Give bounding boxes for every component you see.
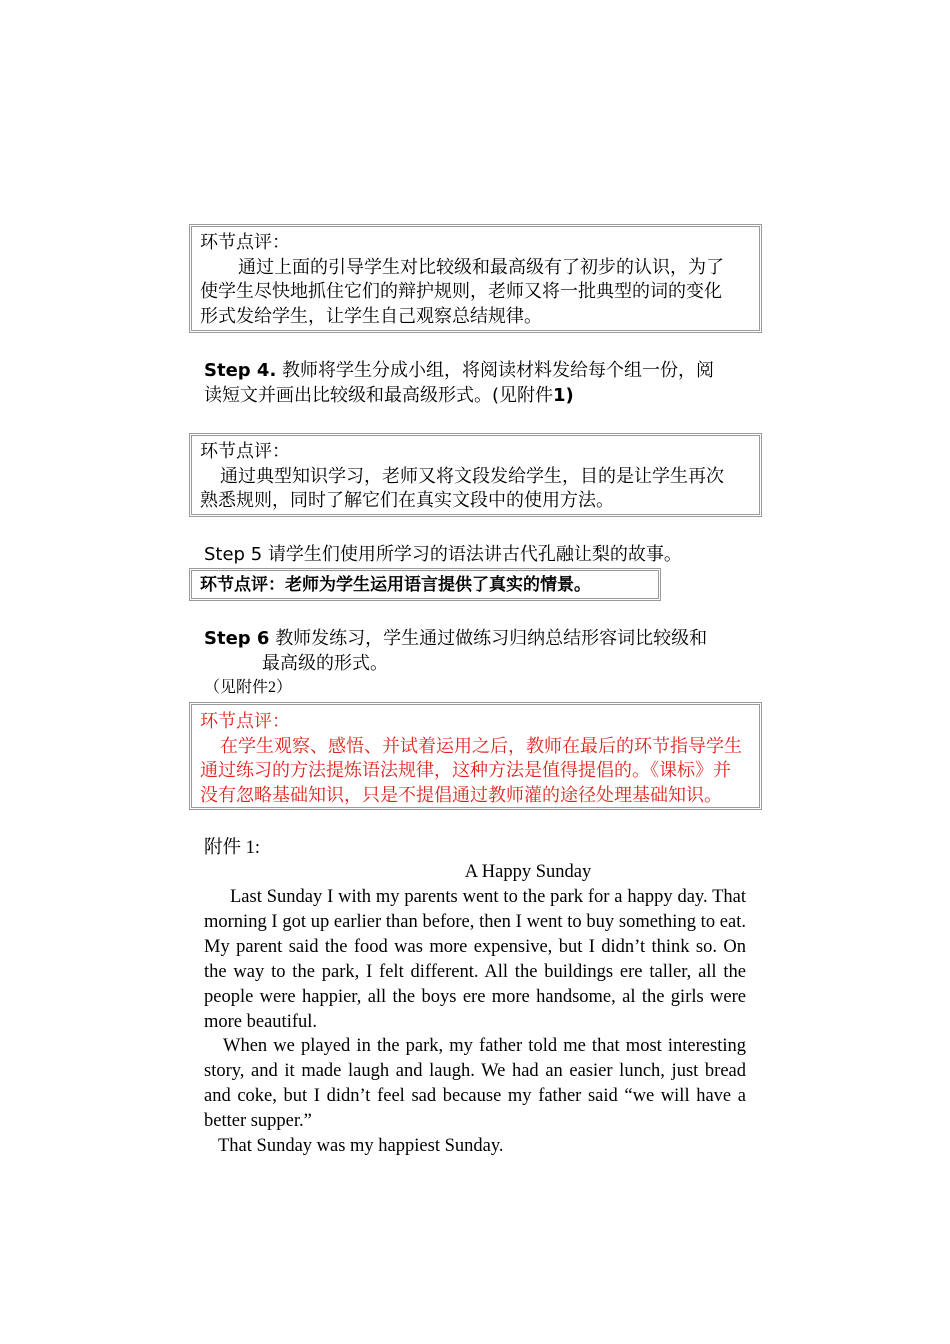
comment-box-2 [189,433,762,517]
attachment-label: 附件 1: [204,838,261,858]
comment-text: 环节点评：老师为学生运用语言提供了真实的情景。 [200,575,591,595]
comment-text-line: 使学生尽快地抓住它们的辩护规则，老师又将一批典型的词的变化 [200,281,722,302]
step-ref: 1) [553,385,574,406]
step-text: 教师发练习，学生通过做练习归纳总结形容词比较级和 [275,628,708,649]
comment-text-line: 通过练习的方法提炼语法规律，这种方法是值得提倡的。《课标》并 [200,760,731,780]
step-4 [204,358,764,408]
attachment-paragraph-2: When we played in the park, my father told me that most interesting story, and it made laugh and laugh. We had an easier lunch, just bread and coke, but I didn’t feel sad because my father said “we will have a better supper.” [204,1036,746,1131]
comment-title: 环节点评： [200,711,290,731]
comment-box-4 [189,702,762,810]
step-6-ref: （见附件2） [204,679,293,696]
comment-box-3 [189,568,661,601]
comment-text-line: 在学生观察、感悟、并试着运用之后，教师在最后的环节指导学生 [220,735,742,756]
step-label: Step 6 [204,628,270,649]
step-text: 最高级的形式。 [262,653,388,674]
comment-text-line: 通过典型知识学习，老师又将文段发给学生，目的是让学生再次 [220,465,724,487]
comment-title: 环节点评： [200,441,290,462]
comment-text-line: 熟悉规则，同时了解它们在真实文段中的使用方法。 [200,490,614,511]
step-6 [204,626,764,676]
attachment-title: A Happy Sunday [464,862,592,882]
attachment-paragraph-3: That Sunday was my happiest Sunday. [218,1136,504,1156]
step-label: Step 4. [204,360,277,381]
attachment-paragraph-1: Last Sunday I with my parents went to the park for a happy day. That morning I got up earlier than before, then I went to buy something to eat. My parent said the food was more expensive, but I didn’t think so. On the way to the park, I felt different. All the buildings ere taller, all the people were happier, all the boys ere more handsome, al the girls were more beautiful. [204,887,746,1032]
comment-text-line: 形式发给学生，让学生自己观察总结规律。 [200,305,542,327]
comment-title: 环节点评： [200,232,290,253]
step-text: 读短文并画出比较级和最高级形式。(见附件 [204,385,554,406]
comment-text-line: 通过上面的引导学生对比较级和最高级有了初步的认识，为了 [238,256,724,278]
step-5 [204,542,764,567]
step-text: Step 5 请学生们使用所学习的语法讲古代孔融让梨的故事。 [204,544,682,565]
comment-text-line: 没有忽略基础知识，只是不提倡通过教师灌的途径处理基础知识。 [200,784,722,805]
comment-box-1 [189,224,762,333]
step-text: 教师将学生分成小组，将阅读材料发给每个组一份，阅 [282,360,715,381]
